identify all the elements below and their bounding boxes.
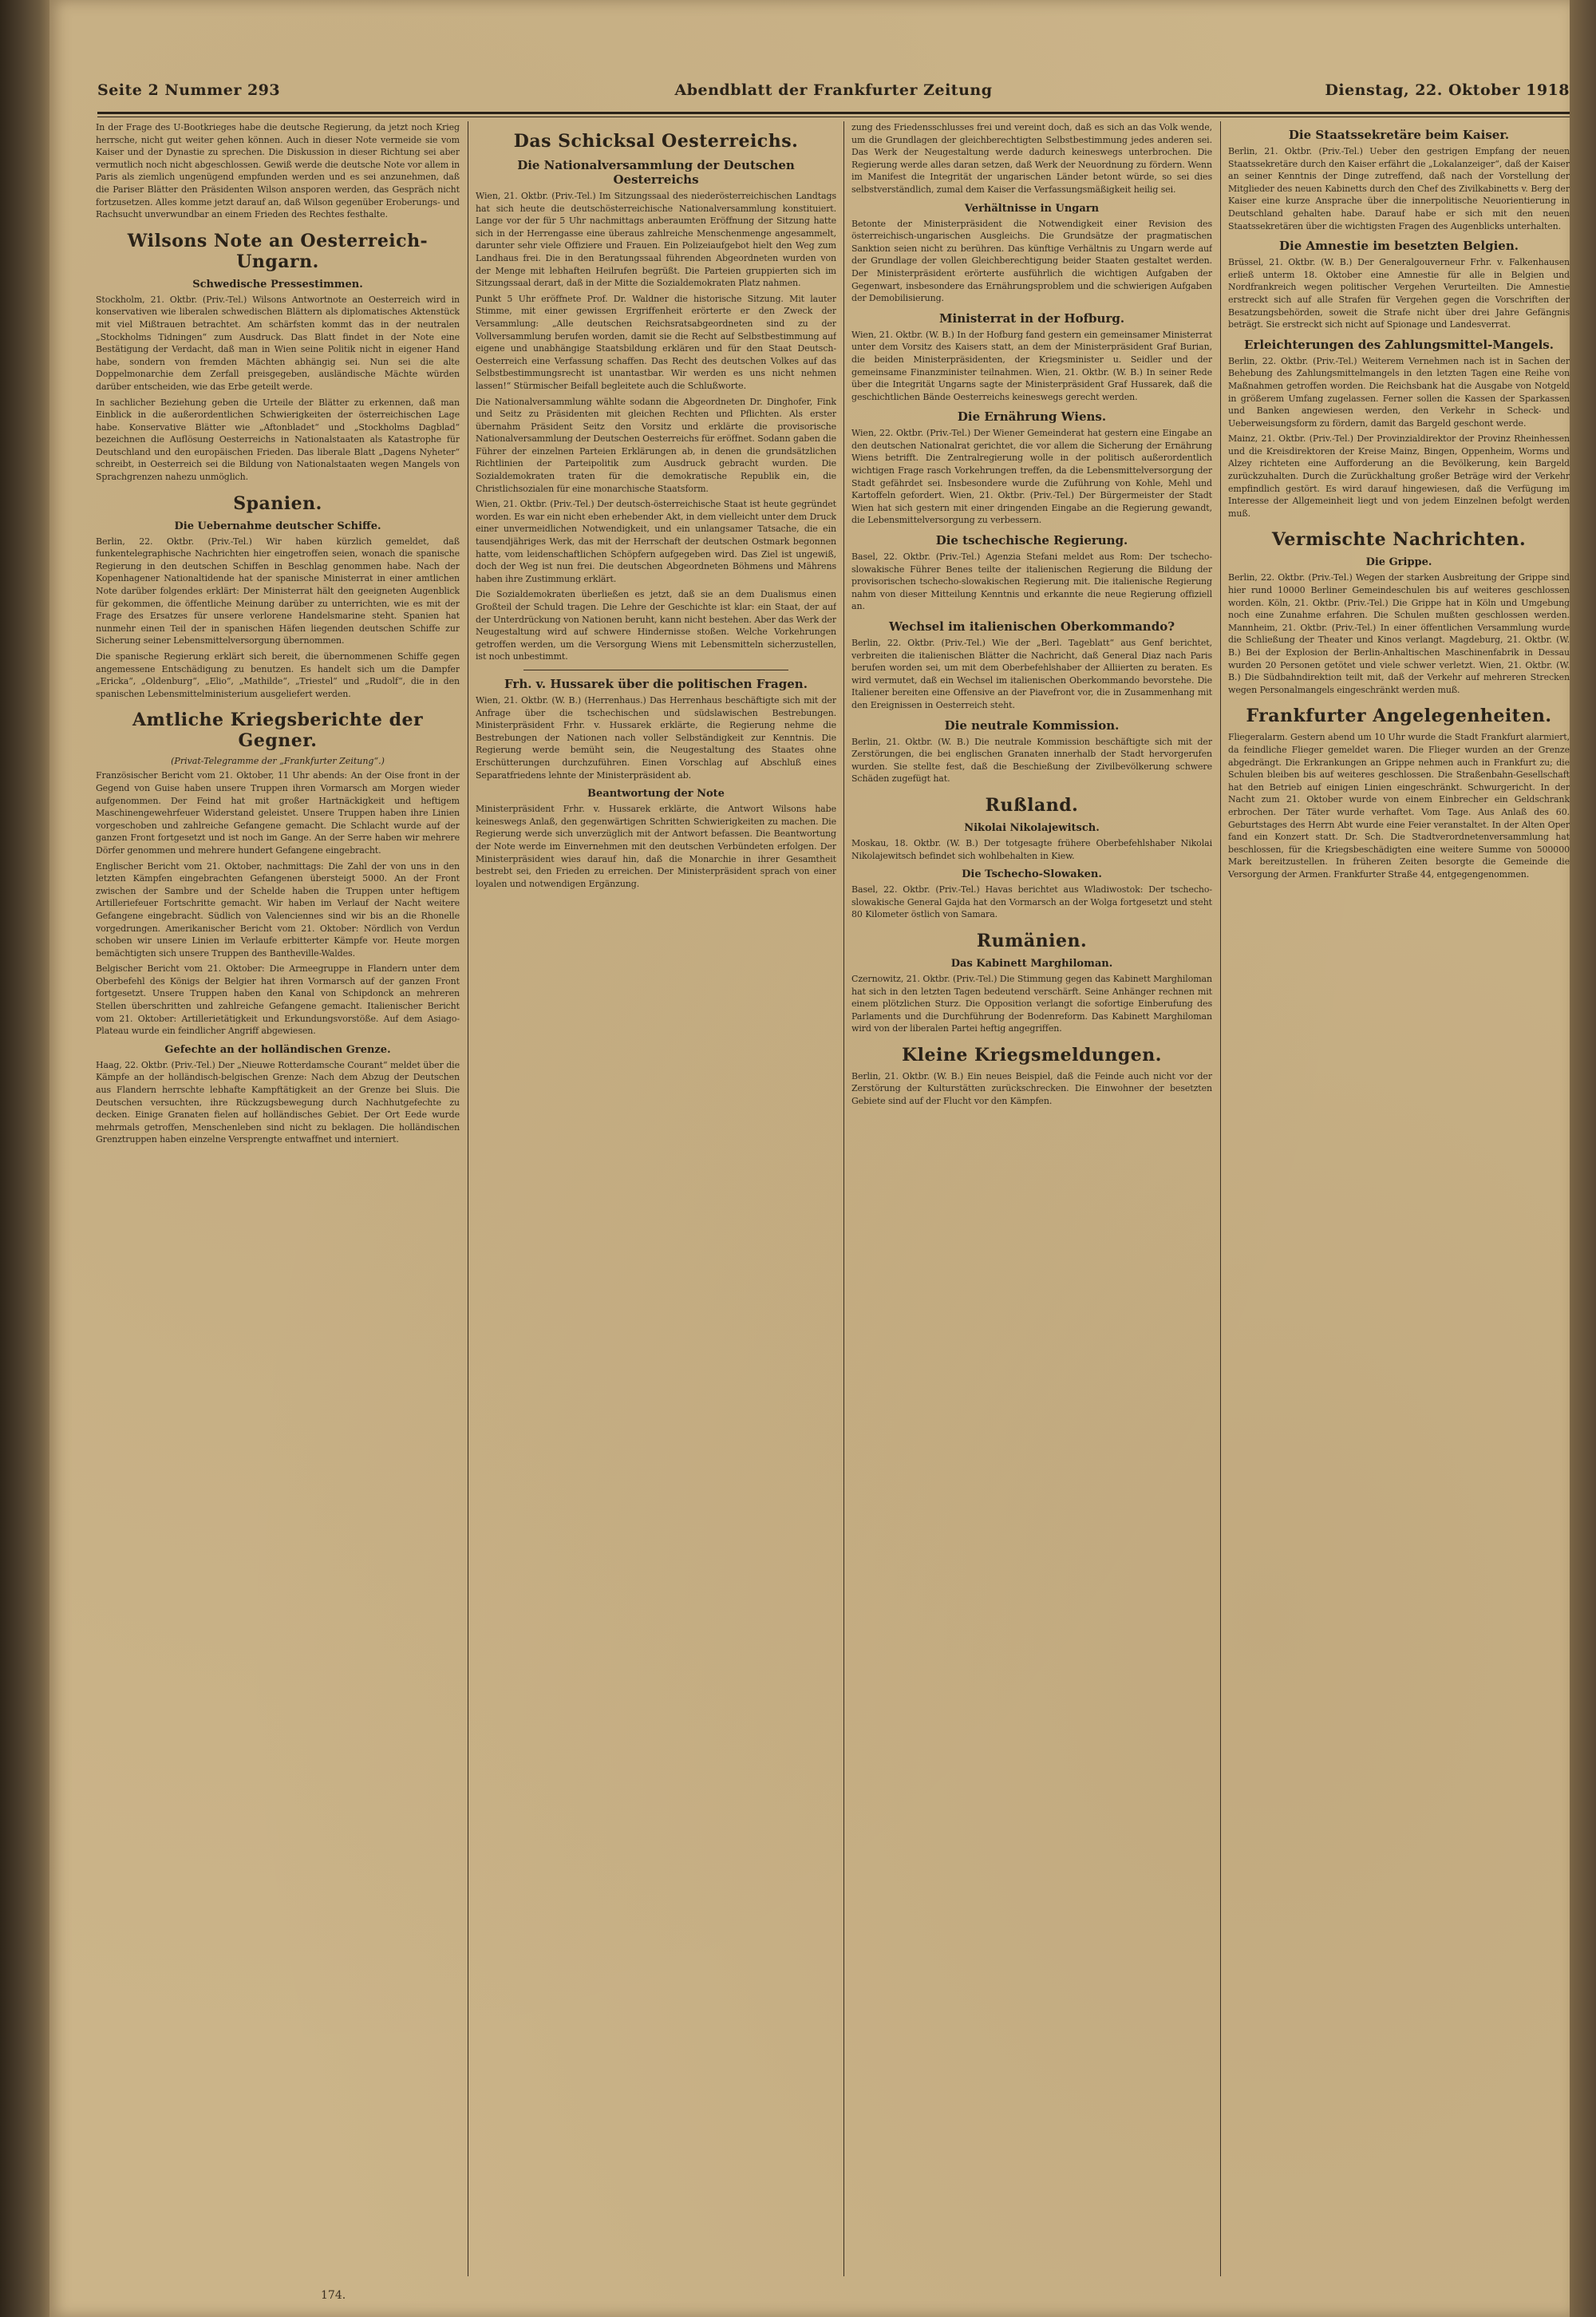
- article-paragraph: Wien, 21. Oktbr. (W. B.) (Herrenhaus.) Das Herrenhaus beschäftigte sich mit der Anfrage über die tschechischen und südslawischen Bestrebungen. Ministerpräsident Frhr. v. Hussarek erklärte, die Regierung nehme die Bestrebungen der Nationen nach voller Selbständigkeit zur Kenntnis. Die Regierung werde bemüht sein, die Neugestaltung des Staates ohne Erschütterungen durchzuführen. Einen Vorschlag auf Abschluß eines Separatfriedens lehnte der Ministerpräsident ab.: [476, 694, 836, 781]
- article-paragraph: Haag, 22. Oktbr. (Priv.-Tel.) Der „Nieuwe Rotterdamsche Courant“ meldet über die Kämpfe an der holländisch-belgischen Grenze: Nach dem Abzug der Deutschen aus Flandern herrschte lebhafte Kampftätigkeit an der Grenze bei Sluis. Die Deutschen versuchten, ihre Rückzugsbewegung durch Nachhutgefechte zu decken. Einige Granaten fielen auf holländisches Gebiet. Der Ort Eede wurde mehrmals getroffen, Menschenleben sind nicht zu beklagen. Die holländischen Grenztruppen haben einzelne Versprengte entwaffnet und interniert.: [96, 1059, 460, 1145]
- subheadline-tschecho: Die Tschecho-Slowaken.: [962, 868, 1102, 881]
- column-2: [476, 121, 836, 2276]
- column-1: [96, 121, 460, 2276]
- article-paragraph: Berlin, 22. Oktbr. (Priv.-Tel.) Wir haben kürzlich gemeldet, daß funkentelegraphische Nachrichten hier eingetroffen seien, wonach die spanische Regierung in den deutschen Schiffen in Beschlag genommen habe. Nach der Kopenhagener Nationaltidende hat der spanische Ministerrat in einer amtlichen Note darüber folgendes erklärt: Der Ministerrat hält den geeigneten Augenblick für gekommen, die öffentliche Meinung darüber zu unterrichten, wie es mit der Frage des Ersatzes für unsere verlorene Handelsmarine steht. Spanien hat nunmehr einen Teil der in spanischen Häfen liegenden deutschen Schiffe zur Sicherung seiner Lebensmittelversorgung übernommen.: [96, 536, 460, 646]
- article-paragraph: Punkt 5 Uhr eröffnete Prof. Dr. Waldner die historische Sitzung. Mit lauter Stimme, mit einer gewissen Ergriffenheit erörterte er den Zweck der Versammlung: „Alle deutschen Reichsratsabgeordneten sind zu der Vollversammlung berufen worden, damit sie die Recht auf Selbstbestimmung auf eigene und unabhängige Staatsbildung erklären und für den Staat Deutsch-Oesterreich eine Verfassung schaffen. Das Recht des deutschen Volkes auf das Selbstbestimmungsrecht ist unantastbar. Wir werden es uns nicht nehmen lassen!“ Stürmischer Beifall begleitete auch die Schlußworte.: [476, 293, 836, 391]
- headline-kleine: Kleine Kriegsmeldungen.: [902, 1044, 1162, 1066]
- article-paragraph: Basel, 22. Oktbr. (Priv.-Tel.) Agenzia Stefani meldet aus Rom: Der tschecho-slowakische Führer Benes teilte der italienischen Regierung die Bildung der provisorischen tschecho-slowakischen Regierung mit. Die italienische Regierung nahm von dieser Mitteilung Kenntnis und erkannte die neue Regierung offiziell an.: [851, 552, 1212, 612]
- article-paragraph: Die Sozialdemokraten überließen es jetzt, daß sie an dem Dualismus einen Großteil der Schuld tragen. Die Lehre der Geschichte ist klar: ein Staat, der auf der Unterdrückung von Nationen beruht, kann nicht bestehen. Aber das Werk der Neugestaltung wird auf schwere Hindernisse stoßen. Welche Vorkehrungen getroffen werden, um die Versorgung Wiens mit Lebensmitteln sicherzustellen, ist noch unbestimmt.: [476, 589, 836, 662]
- headline-ernaehrung: Die Ernährung Wiens.: [957, 409, 1107, 425]
- headline-amtliche-berichte: Amtliche Kriegsberichte der Gegner.: [132, 710, 424, 752]
- column-divider: [843, 121, 844, 2276]
- article-paragraph: In sachlicher Beziehung geben die Urteile der Blätter zu erkennen, daß man Einblick in die außerordentlichen Schwierigkeiten der österreichischen Lage habe. Konservative Blätter wie „Aftonbladet“ und „Stockholms Dagblad“ bezeichnen die Auflösung Oesterreichs in Nationalstaaten als Katastrophe für Deutschland und den europäischen Frieden. Das liberale Blatt „Dagens Nyheter“ schreibt, in Oesterreich sei die Bildung von Nationalstaaten wegen Mangels von Sprachgrenzen nahezu unmöglich.: [96, 397, 460, 483]
- article-paragraph: zung des Friedensschlusses frei und vereint doch, daß es sich an das Volk wende, um die Grundlagen der gleichberechtigten Selbstbestimmung jedes anderen sei. Das Werk der Neugestaltung werde dadurch keineswegs unterbrochen. Die Regierung werde alles daran setzen, daß Werk der Neuordnung zu fördern. Wenn im Manifest die Integrität der ungarischen Länder betont würde, so sei dies selbstverständlich, zumal dem Kaiser die Verfassungsmäßigkeit heilig sei.: [851, 122, 1212, 195]
- book-binding: [0, 0, 49, 2317]
- subheadline-verhaeltnisse-ungarn: Verhältnisse in Ungarn: [964, 202, 1100, 215]
- article-paragraph: Die spanische Regierung erklärt sich bereit, die übernommenen Schiffe gegen angemessene Entschädigung zu benutzen. Es handelt sich um die Dampfer „Ericka“, „Oldenburg“, „Elio“, „Mathilde“, „Triestel“ und „Rudolf“, die in den spanischen Lebensmittelministerium ausgeliefert werden.: [96, 651, 460, 699]
- handwritten-mark: 174.: [321, 2289, 346, 2302]
- headline-oberkommando: Wechsel im italienischen Oberkommando?: [888, 619, 1175, 634]
- masthead-title: Abendblatt der Frankfurter Zeitung: [674, 81, 993, 99]
- subheadline-amtliche: (Privat-Telegramme der „Frankfurter Zeitung“.): [171, 756, 385, 767]
- subheadline-uebernahme: Die Uebernahme deutscher Schiffe.: [174, 520, 381, 532]
- article-paragraph: Mainz, 21. Oktbr. (Priv.-Tel.) Der Provinzialdirektor der Provinz Rheinhessen und die Kreisdirektoren der Kreise Mainz, Bingen, Oppenheim, Worms und Alzey richteten eine Aufforderung an die Bevölkerung, kein Bargeld zurückzuhalten. Durch die Zurückhaltung großer Beträge wird der Verkehr empfindlich gestört. Es wird darauf hingewiesen, daß die Verfügung im Interesse der Allgemeinheit liegt und von jedem Einzelnen befolgt werden muß.: [1228, 433, 1570, 519]
- page-edge: [1570, 0, 1596, 2317]
- article-paragraph: In der Frage des U-Bootkrieges habe die deutsche Regierung, da jetzt noch Krieg herrsche, nicht gut weiter gehen können. Auch in dieser Note vermeide sie vom Kaiser und der Dynastie zu sprechen. Die Diskussion in dieser Richtung sei aber vermutlich noch nicht abgeschlossen. Gewiß werde die deutsche Note vor allem in Paris als ziemlich ungenügend empfunden werden und es sei anzunehmen, daß die Pariser Blätter den Präsidenten Wilson ansporen werden, das Gespräch nicht fortzusetzen. Alles komme jetzt darauf an, daß Wilson gegenüber Eroberungs- und Rachsucht unverwundbar an einem Frieden des Rechtes festhalte.: [96, 122, 460, 220]
- article-paragraph: Betonte der Ministerpräsident die Notwendigkeit einer Revision des österreichisch-ungarischen Ausgleichs. Die Grundsätze der pragmatischen Sanktion seien nicht zu berühren. Das künftige Verhältnis zu Ungarn werde auf der Grundlage der vollen Gleichberechtigung beider Staaten gestaltet werden. Der Ministerpräsident erörterte ausführlich die wichtigen Aufgaben der Gegenwart, insbesondere das Ernährungsproblem und die schwierigen Aufgaben der Demobilisierung.: [851, 218, 1212, 304]
- article-paragraph: Berlin, 22. Oktbr. (Priv.-Tel.) Weiterem Vernehmen nach ist in Sachen der Behebung des Zahlungsmittelmangels in den letzten Tagen eine Reihe von Maßnahmen getroffen worden. Die Reichsbank hat die Ausgabe von Notgeld in größerem Umfang zugelassen. Ferner sollen die Kassen der Sparkassen und Banken angewiesen werden, den Verkehr in Scheck- und Ueberweisungsform zu fördern, damit das Bargeld geschont werde.: [1228, 355, 1570, 429]
- article-paragraph: Wien, 21. Oktbr. (Priv.-Tel.) Der deutsch-österreichische Staat ist heute gegründet worden. Es war ein nicht eben erhebender Akt, in dem vielleicht unter dem Druck einer unvermeidlichen Notwendigkeit, und ein unlangsamer Tatsache, die ein tausendjähriges Werk, das mit der Herrschaft der deutschen Ostmark begonnen hatte, vom leidenschaftlichen Schöpfern aufgegeben wird. Das Ziel ist ungewiß, doch der Weg ist nun frei. Die deutschen Abgeordneten Böhmens und Mährens haben ihre Zustimmung erklärt.: [476, 499, 836, 584]
- subheadline-nikolai: Nikolai Nikolajewitsch.: [964, 821, 1100, 834]
- headline-amnestie: Die Amnestie im besetzten Belgien.: [1279, 239, 1519, 254]
- article-paragraph: Die Nationalversammlung wählte sodann die Abgeordneten Dr. Dinghofer, Fink und Seitz zu Präsidenten mit gleichen Rechten und Pflichten. Als erster übernahm Präsident Seitz den Vorsitz und erklärte die provisorische Nationalversammlung der Deutschen Oesterreichs für eröffnet. Sodann gaben die Führer der einzelnen Parteien Erklärungen ab, in denen die grundsätzlichen Richtlinien der Parteipolitik zum Ausdruck gebracht wurden. Die Sozialdemokraten traten für die demokratische Republik ein, die Christlichsozialen für eine monarchische Staatsform.: [476, 396, 836, 494]
- headline-hussarek: Frh. v. Hussarek über die politischen Fragen.: [504, 676, 808, 691]
- subheadline-grippe: Die Grippe.: [1365, 556, 1432, 569]
- headline-vermischte: Vermischte Nachrichten.: [1271, 529, 1527, 551]
- article-paragraph: Belgischer Bericht vom 21. Oktober: Die Armeegruppe in Flandern unter dem Oberbefehl des Königs der Belgier hat ihren Vormarsch auf der ganzen Front fortgesetzt. Unsere Truppen haben den Kanal von Schipdonck an mehreren Stellen überschritten und zahlreiche Gefangene gemacht. Italienischer Bericht vom 21. Oktober: Artillerietätigkeit und Erkundungsvorstöße. Auf dem Asiago-Plateau wurde ein feindlicher Angriff abgewiesen.: [96, 963, 460, 1037]
- article-paragraph: Wien, 21. Oktbr. (W. B.) In der Hofburg fand gestern ein gemeinsamer Ministerrat unter dem Vorsitz des Kaisers statt, an dem der Ministerpräsident Graf Burian, die beiden Ministerpräsidenten, der Kriegsminister u. Seidler und der gemeinsame Finanzminister teilnahmen. Wien, 21. Oktbr. (W. B.) In seiner Rede über die Integrität Ungarns sagte der Ministerpräsident Graf Hussarek, daß die geschichtlichen Bände Oesterreichs keineswegs gerecht werden.: [851, 329, 1212, 402]
- column-3: [851, 121, 1212, 2276]
- subheadline-hollaendische-grenze: Gefechte an der holländischen Grenze.: [164, 1043, 391, 1056]
- article-paragraph: Moskau, 18. Oktbr. (W. B.) Der totgesagte frühere Oberbefehlshaber Nikolai Nikolajewitsch befindet sich wohlbehalten in Kiew.: [851, 837, 1212, 861]
- newspaper-page: [49, 0, 1570, 2317]
- article-paragraph: Czernowitz, 21. Oktbr. (Priv.-Tel.) Die Stimmung gegen das Kabinett Marghiloman hat sich in den letzten Tagen bedeutend verschärft. Seine Anhänger rechnen mit einem plötzlichen Sturz. Die Opposition verlangt die sofortige Einberufung des Parlaments und die Durchführung der Bodenreform. Das Kabinett Marghiloman wird von der liberalen Partei heftig angegriffen.: [851, 973, 1212, 1034]
- article-paragraph: Stockholm, 21. Oktbr. (Priv.-Tel.) Wilsons Antwortnote an Oesterreich wird in konservativen wie liberalen schwedischen Blättern als diplomatisches Aktenstück mit viel Mißtrauen betrachtet. Am schärfsten kommt das in der neutralen „Stockholms Tidningen“ zum Ausdruck. Das Blatt findet in der Note eine Bestätigung der Verdacht, daß man in Wien seine Politik nicht in eigener Hand habe, sondern von fremden Mächten abhängig sei. Nun sei die alte Doppelmonarchie dem Zerfall preisgegeben, ausländische Mächte würden darüber entscheiden, wie das Erbe geteilt werde.: [96, 294, 460, 392]
- headline-kommission: Die neutrale Kommission.: [944, 718, 1120, 733]
- article-paragraph: Wien, 21. Oktbr. (Priv.-Tel.) Im Sitzungssaal des niederösterreichischen Landtags hat sich heute die deutschösterreichische Nationalversammlung konstituiert. Lange vor der für 5 Uhr nachmittags anberaumten Eröffnung der Sitzung hatte sich in der Herrengasse eine überaus zahlreiche Menschenmenge angesammelt, darunter sehr viele Offiziere und Frauen. Ein Polizeiaufgebot hielt den Weg zum Landhaus frei. Die in den Beratungssaal führenden Abgeordneten wurden von der Menge mit lebhaften Heilrufen begrüßt. Die Parteien gruppierten sich im Sitzungssaal derart, daß in der Mitte die Sozialdemokraten Platz nahmen.: [476, 191, 836, 289]
- subheadline-marghiloman: Das Kabinett Marghiloman.: [950, 957, 1113, 970]
- article-paragraph: Brüssel, 21. Oktbr. (W. B.) Der Generalgouverneur Frhr. v. Falkenhausen erließ unterm 18. Oktober eine Amnestie für alle in Belgien und Nordfrankreich wegen politischer Vergehen Verurteilten. Die Amnestie erstreckt sich auf alle Strafen für Vergehen gegen die Vorschriften der Besatzungsbehörden, soweit die Strafe nicht über drei Jahre Gefängnis beträgt. Sie erstreckt sich nicht auf Spionage und Landesverrat.: [1228, 257, 1570, 330]
- headline-wilson-note: Wilsons Note an Oesterreich-Ungarn.: [127, 230, 429, 272]
- headline-angelegenheiten: Frankfurter Angelegenheiten.: [1246, 706, 1552, 727]
- headline-schicksal: Das Schicksal Oesterreichs.: [513, 131, 799, 152]
- masthead-page-number: Seite 2 Nummer 293: [97, 81, 281, 99]
- headline-rumaenien: Rumänien.: [976, 930, 1088, 951]
- article-paragraph: Englischer Bericht vom 21. Oktober, nachmittags: Die Zahl der von uns in den letzten Kämpfen eingebrachten Gefangenen übersteigt 5000. An der Front zwischen der Sambre und der Schelde haben die Truppen unter heftigem Artilleriefeuer Fortschritte gemacht. Wir haben im Verlauf der Nacht weitere Gefangene eingebracht. Südlich von Valenciennes sind wir bis an die Rhonelle vorgedrungen. Amerikanischer Bericht vom 21. Oktober: Nördlich von Verdun schoben wir unsere Linien im Verlaufe erbitterter Kämpfe vor. Heute morgen bemächtigten sich unsere Truppen des Bantheville-Waldes.: [96, 860, 460, 959]
- article-paragraph: Berlin, 21. Oktbr. (W. B.) Die neutrale Kommission beschäftigte sich mit der Zerstörungen, die bei englischen Granaten innerhalb der Stadt hervorgerufen wurden. Sie stellte fest, daß die Beschießung der Zivilbevölkerung schwere Schäden zugefügt hat.: [851, 736, 1212, 785]
- masthead-date: Dienstag, 22. Oktober 1918: [1325, 81, 1570, 99]
- headline-russland: Rußland.: [985, 794, 1079, 816]
- headline-ministerrat: Ministerrat in der Hofburg.: [938, 310, 1125, 326]
- column-divider: [1220, 121, 1221, 2276]
- article-paragraph: Fliegeralarm. Gestern abend um 10 Uhr wurde die Stadt Frankfurt alarmiert, da feindliche Flieger gemeldet waren. Die Flieger wurden an der Grenze abgedrängt. Die Erkrankungen an Grippe nehmen auch in Frankfurt zu; die Schulen bleiben bis auf weiteres geschlossen. Die Straßenbahn-Gesellschaft hat den Betrieb auf einigen Linien eingeschränkt. Schwurgericht. In der Nacht zum 21. Oktober wurde von einem Einbrecher ein Geldschrank erbrochen. Der Täter wurde verhaftet. Vom Tage. Aus Anlaß des 60. Geburtstages des Herrn Abt wurde eine Feier veranstaltet. In der Alten Oper fand ein Konzert statt. Dr. Sch. Die Stadtverordnetenversammlung hat beschlossen, für die Kriegsbeschädigten eine weitere Summe von 500000 Mark bereitzustellen. In früheren Zeiten besorgte die Gemeinde die Versorgung der Armen. Frankfurter Straße 44, entgegengenommen.: [1228, 732, 1570, 880]
- article-paragraph: Französischer Bericht vom 21. Oktober, 11 Uhr abends: An der Oise front in der Gegend von Guise haben unsere Truppen ihren Vormarsch am Morgen wieder aufgenommen. Der Feind hat mit großer Hartnäckigkeit und heftigem Maschinengewehrfeuer Widerstand geleistet. Unsere Truppen haben ihre Linien vorgeschoben und zahlreiche Gefangene gemacht. Die Schlacht wurde auf der ganzen Front fortgesetzt und ist noch im Gange. An der Serre haben wir mehrere Dörfer genommen und mehrere hundert Gefangene eingebracht.: [96, 770, 460, 856]
- subheadline-schwed-presse: Schwedische Pressestimmen.: [192, 278, 363, 291]
- article-paragraph: Berlin, 22. Oktbr. (Priv.-Tel.) Wegen der starken Ausbreitung der Grippe sind hier rund 10000 Berliner Gemeindeschulen bis auf weiteres geschlossen worden. Köln, 21. Oktbr. (Priv.-Tel.) Die Grippe hat in Köln und Umgebung noch eine Zunahme erfahren. Die Schulen mußten geschlossen werden. Mannheim, 21. Oktbr. (Priv.-Tel.) In einer öffentlichen Versammlung wurde die Schließung der Theater und Kinos verlangt. Magdeburg, 21. Oktbr. (W. B.) Bei der Explosion der Berlin-Anhaltischen Maschinenfabrik in Dessau wurden 20 Personen getötet und viele schwer verletzt. Wien, 21. Oktbr. (W. B.) Die Südbahndirektion teilt mit, daß der Verkehr auf mehreren Strecken wegen Personalmangels eingeschränkt werden muß.: [1228, 572, 1570, 695]
- subheadline-beantwortung: Beantwortung der Note: [587, 788, 725, 801]
- headline-zahlungsmittel: Erleichterungen des Zahlungsmittel-Mangels.: [1244, 337, 1554, 352]
- headline-tschechische-regierung: Die tschechische Regierung.: [935, 533, 1128, 548]
- article-paragraph: Wien, 22. Oktbr. (Priv.-Tel.) Der Wiener Gemeinderat hat gestern eine Eingabe an den deutschen Nationalrat gerichtet, die vor allem die Sicherung der Ernährung Wiens betrifft. Die Zentralregierung wolle in der politisch außerordentlich wichtigen Frage rasch Vorkehrungen treffen, da die Lebensmittelversorgung der Stadt gefährdet sei. Insbesondere wurde die Zuführung von Kohle, Mehl und Kartoffeln gefordert. Wien, 21. Oktbr. (Priv.-Tel.) Der Bürgermeister der Stadt Wien hat sich gestern mit einer dringenden Eingabe an die Regierung gewandt, die Lebensmittelversorgung zu verbessern.: [851, 428, 1212, 526]
- headline-staatssekretaere: Die Staatssekretäre beim Kaiser.: [1288, 128, 1510, 142]
- headline-spanien: Spanien.: [233, 492, 322, 514]
- column-4: [1228, 121, 1570, 2276]
- article-paragraph: Berlin, 22. Oktbr. (Priv.-Tel.) Wie der „Berl. Tageblatt“ aus Genf berichtet, verbreiten die italienischen Blätter die Nachricht, daß General Diaz nach Paris berufen worden sei, um mit dem Oberbefehlshaber der Alliierten zu beraten. Es wird vermutet, daß ein Wechsel im italienischen Oberkommando bevorstehe. Die Italiener bereiten eine Offensive an der Piavefront vor, die in Zusammenhang mit den Ereignissen in Oesterreich steht.: [851, 638, 1212, 710]
- subheadline-nationalversammlung: Die Nationalversammlung der Deutschen Oesterreichs: [517, 158, 795, 187]
- article-paragraph: Berlin, 21. Oktbr. (Priv.-Tel.) Ueber den gestrigen Empfang der neuen Staatssekretäre durch den Kaiser erfährt die „Lokalanzeiger“, daß der Kaiser an seiner Kenntnis der Dinge zutreffend, daß nach der Vorstellung der Mitglieder des neuen Kabinetts durch den Chef des Zivilkabinetts v. Berg der Kaiser eine kurze Ansprache über die innerpolitische Neuorientierung in Deutschland gehalten habe. Darauf habe er sich mit den neuen Staatssekretären über die wichtigsten Fragen des Augenblicks unterhalten.: [1228, 146, 1570, 231]
- masthead: [97, 80, 1570, 114]
- article-paragraph: Berlin, 21. Oktbr. (W. B.) Ein neues Beispiel, daß die Feinde auch nicht vor der Zerstörung der Kulturstätten zurückschrecken. Die Einwohner der besetzten Gebiete sind auf der Flucht vor den Kämpfen.: [851, 1070, 1212, 1107]
- article-paragraph: Ministerpräsident Frhr. v. Hussarek erklärte, die Antwort Wilsons habe keineswegs Anlaß, den gegenwärtigen Schritten Schwierigkeiten zu machen. Die Regierung werde sich unverzüglich mit der Antwort befassen. Die Beantwortung der Note werde im Einvernehmen mit den deutschen Verbündeten erfolgen. Der Ministerpräsident wies darauf hin, daß die Monarchie in ihrer Gesamtheit bestrebt sei, den Frieden zu erreichen. Der Ministerpräsident sprach von einer loyalen und notwendigen Ergänzung.: [476, 804, 836, 889]
- article-paragraph: Basel, 22. Oktbr. (Priv.-Tel.) Havas berichtet aus Wladiwostok: Der tschecho-slowakische General Gajda hat den Vormarsch an der Wolga fortgesetzt und steht 80 Kilometer östlich von Samara.: [851, 884, 1212, 920]
